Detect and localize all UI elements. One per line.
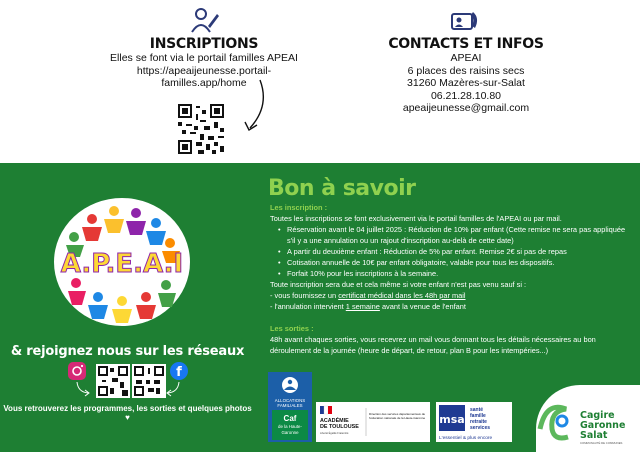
contact-card-icon: [449, 6, 483, 34]
bon-a-savoir-title: Bon à savoir: [268, 176, 416, 201]
inscription-bullets: [270, 224, 632, 279]
top-section: [0, 0, 640, 163]
svg-text:ACADÉMIE: ACADÉMIE: [320, 418, 349, 424]
svg-text:L'essentiel & plus encore: L'essentiel & plus encore: [439, 436, 493, 441]
caf-logo: [268, 372, 312, 442]
svg-text:Cagire: Cagire: [580, 410, 615, 421]
svg-text:services: services: [470, 425, 491, 431]
bullet-item: • Forfait 10% pour les inscriptions à la semaine.: [278, 268, 632, 279]
social-note: Vous retrouverez les programmes, les sorties et quelques photos ♥: [3, 404, 252, 422]
contacts-address-2: 31260 Mazères-sur-Salat: [407, 77, 525, 89]
refund-2-suffix: avant la venue de l'enfant: [379, 302, 466, 311]
pen-user-icon: [188, 6, 220, 34]
contacts-block: [376, 6, 556, 115]
svg-text:Caf: Caf: [283, 414, 297, 423]
svg-text:Liberté Égalité Fraternité: Liberté Égalité Fraternité: [320, 432, 349, 435]
refund-condition-1: [270, 290, 632, 301]
svg-text:famille: famille: [470, 413, 486, 419]
curved-arrow-icon: [240, 78, 270, 134]
sorties-text: 48h avant chaques sorties, vous recevrez un mail vous donnant tous les détails nécessaires au bon déroulement de la journée (heure de départ, de retour, plan B pour les intempéries...): [270, 335, 596, 355]
facebook-icon[interactable]: [170, 362, 188, 380]
svg-text:Garonne: Garonne: [281, 430, 299, 435]
instagram-icon[interactable]: [68, 362, 86, 380]
inscription-subtitle: Les inscription :: [270, 203, 328, 212]
inscriptions-url-2[interactable]: familles.app/home: [161, 77, 247, 89]
medical-certificate-note: certificat médical dans les 48h par mail: [338, 291, 466, 300]
contacts-email[interactable]: apeaijeunesse@gmail.com: [402, 102, 530, 114]
apeai-logo: [52, 197, 192, 332]
contacts-phone[interactable]: 06.21.28.10.80: [430, 89, 502, 102]
svg-text:COMMUNAUTÉ DE COMMUNES: COMMUNAUTÉ DE COMMUNES: [580, 441, 623, 445]
logo-text: A.P.E.A.I: [60, 249, 184, 279]
svg-text:f: f: [176, 365, 182, 380]
inscription-intro: Toutes les inscriptions se font exclusivement via le portail familles de l'APEAI ou par mail.: [270, 214, 562, 223]
svg-text:msa: msa: [439, 413, 465, 426]
svg-text:retraite: retraite: [470, 419, 487, 425]
refund-1-prefix: - vous fournissez un: [270, 291, 339, 300]
msa-logo: [436, 402, 512, 442]
refund-intro: Toute inscription sera due et cela même si votre enfant n'est pas venu sauf si :: [270, 280, 527, 289]
inscriptions-title: INSCRIPTIONS: [149, 36, 259, 52]
inscriptions-qr-code[interactable]: [176, 102, 226, 156]
svg-text:santé: santé: [470, 407, 484, 413]
svg-text:de la Haute-: de la Haute-: [278, 424, 302, 429]
facebook-qr-code[interactable]: [132, 364, 166, 398]
sorties-subtitle: Les sorties :: [270, 324, 314, 333]
svg-text:ALLOCATIONS: ALLOCATIONS: [274, 398, 306, 403]
refund-condition-2: [270, 301, 632, 312]
inscriptions-url-1[interactable]: https://apeaijeunesse.portail-: [136, 64, 272, 77]
instagram-qr-code[interactable]: [96, 364, 130, 398]
cagire-garonne-salat-logo: [536, 385, 640, 452]
social-title: & rejoignez nous sur les réseaux: [10, 344, 245, 359]
bullet-item: • Réservation avant le 04 juillet 2025 : Réduction de 10% par enfant (Cette remise ne sera pas appliquée s'il y a une annulation ou un rajout d'inscription au-delà de cette date): [278, 224, 632, 246]
inscriptions-line-1: Elles se font via le portail familles APEAI: [110, 52, 298, 64]
bullet-item: • A partir du deuxième enfant : Réduction de 5% par enfant. Remise 2€ si pas de repas: [278, 246, 632, 257]
svg-text:Garonne: Garonne: [580, 420, 626, 431]
bullet-item: • Cotisation annuelle de 10€ par enfant obligatoire, valable pour tous les dispositifs.: [278, 257, 632, 268]
bon-a-savoir-content: [270, 202, 632, 356]
inscriptions-block: [104, 6, 304, 90]
svg-text:DE TOULOUSE: DE TOULOUSE: [320, 424, 359, 430]
contacts-name: APEAI: [450, 52, 482, 64]
svg-text:Salat: Salat: [580, 430, 608, 441]
one-week-note: 1 semaine: [345, 302, 380, 311]
academie-toulouse-logo: ACADÉMIE DE TOULOUSE Liberté Égalité Fraternité Direction des services départementaux de l'éducation nationale de la Haute-Garonne: [316, 402, 430, 442]
svg-text:FAMILIALES: FAMILIALES: [277, 403, 303, 408]
refund-2-prefix: - l'annulation intervient: [270, 302, 346, 311]
contacts-address-1: 6 places des raisins secs: [407, 64, 525, 77]
contacts-title: CONTACTS ET INFOS: [388, 36, 544, 52]
